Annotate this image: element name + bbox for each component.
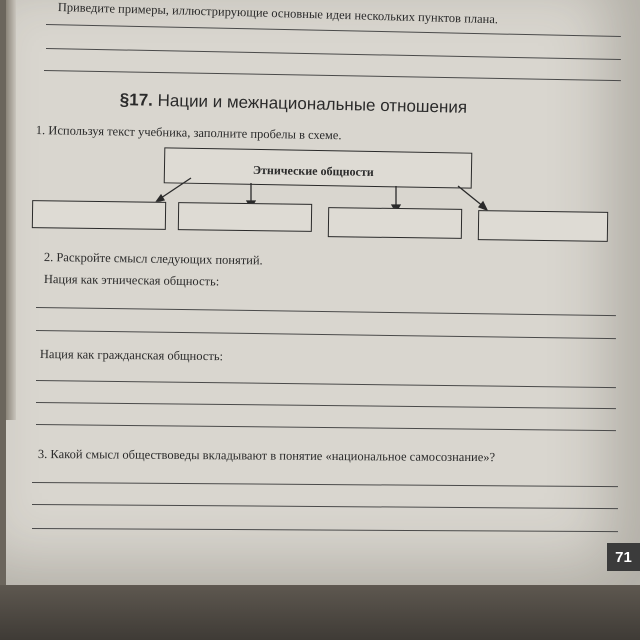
answer-line[interactable] — [36, 380, 616, 388]
top-instruction: Приведите примеры, иллюстрирующие основные идеи нескольких пунктов плана. — [57, 0, 499, 27]
arrow-1 — [158, 178, 191, 200]
answer-line[interactable] — [36, 424, 616, 431]
section-title: Нации и межнациональные отношения — [157, 90, 468, 117]
answer-line[interactable] — [32, 528, 618, 532]
scheme-empty-box-3[interactable] — [328, 207, 462, 239]
scheme-empty-box-1[interactable] — [32, 200, 166, 230]
answer-line[interactable] — [32, 482, 618, 487]
workbook-page — [6, 0, 640, 585]
concept-ethnic-nation: Нация как этническая общность: — [43, 272, 220, 289]
answer-line[interactable] — [36, 330, 616, 339]
answer-line[interactable] — [36, 402, 616, 409]
answer-line[interactable] — [32, 504, 618, 509]
scheme-root-label: Этнические общности — [252, 162, 374, 179]
answer-line[interactable] — [36, 307, 616, 316]
concept-civic-nation: Нация как гражданская общность: — [39, 347, 224, 364]
arrow-4 — [458, 186, 484, 207]
section-number: §17. — [119, 90, 154, 110]
scheme-empty-box-4[interactable] — [478, 210, 608, 242]
task-1-text: 1. Используя текст учебника, заполните пробелы в схеме. — [35, 123, 342, 143]
task-2-text: 2. Раскройте смысл следующих понятий. — [43, 250, 263, 268]
scheme-empty-box-2[interactable] — [178, 202, 312, 232]
table-surface — [0, 585, 640, 640]
task-3-text: 3. Какой смысл обществоведы вкладывают в понятие «национальное самосознание»? — [37, 447, 496, 465]
page-number: 71 — [607, 543, 640, 571]
